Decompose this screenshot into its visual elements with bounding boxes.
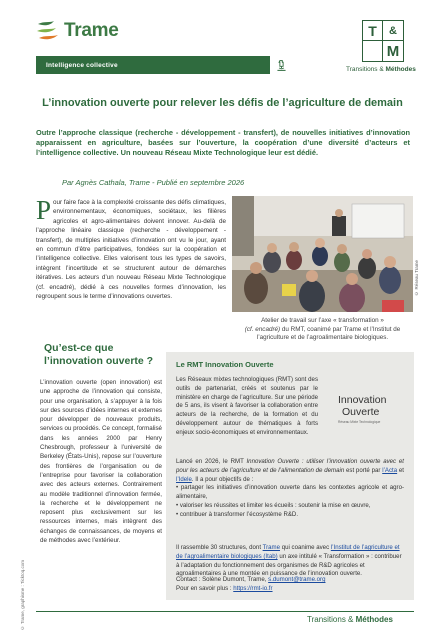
trame-link[interactable]: Trame — [262, 544, 280, 551]
trame-logo — [36, 20, 118, 42]
intro-paragraph: Pour faire face à la complexité croissante des défis climatiques, environnementaux, économiques, sociétaux, les filières agricoles et agro-alimentaires doivent innover. Au-delà de l’approche linéaire classique (recherche - développement - transfert), de multiples initiatives d’innovation ont vu le jour, ayant en commun d’être participatives, fondées sur la coopération et l’intelligence collective. Elles valorisent tous les types de savoirs, intègrent l’incertitude et se structurent autour de démarches itératives. Les acteurs d’un nouveau Réseau Mixte Technologique (cf. encadré), dédié à ces nouvelles formes d’innovation, les regroupent sous le terme d’innovations ouvertes. — [36, 195, 226, 301]
footer-divider — [36, 611, 414, 612]
side-credit: © Trame, graphisme : Ticktoq.com — [20, 560, 25, 631]
section-label: Intelligence collective — [46, 61, 118, 69]
tm-caption: Transitions & Méthodes — [346, 66, 416, 73]
idele-link[interactable]: l’Idele — [176, 475, 192, 483]
footer-brand: Transitions & Méthodes — [307, 615, 393, 624]
list-item: • valoriser les réussites et limiter les écueils : soutenir la mise en œuvre, — [176, 502, 404, 511]
trame-leaf-icon — [36, 20, 60, 42]
box-paragraph-1: Les Réseaux mixtes technologiques (RMT) sont des outils de partenariat, créés et soutenus par le ministère en charge de l’agriculture. Sur une période de 5 ans, ils visent à favoriser la collaboration entre acteurs de la recherche, de la formation et du développement autour de thématiques à forts enjeux socio-économiques et environnementaux. — [176, 376, 318, 436]
box-title: Le RMT Innovation Ouverte — [176, 360, 274, 369]
rmt-info-box — [166, 352, 414, 600]
article-byline: Par Agnès Cathala, Trame - Publié en septembre 2026 — [62, 178, 245, 187]
section-banner — [36, 56, 270, 74]
tm-logo-m: M — [386, 42, 400, 60]
box-paragraph-3: Il rassemble 30 structures, dont Trame qui coanime avec l’Institut de l’agriculture et de l’agroalimentaire biologiques (Itab) un axe intitulé « Transformation » : contribuer à l’adaptation du fonctionnement des organismes de R&D agricoles et agroalimentaires à une montée en puissance de l’innovation ouverte. — [176, 544, 402, 578]
contact-email-link[interactable]: s.dumont@trame.org — [268, 576, 326, 583]
rmt-website-link[interactable]: https://rmt-io.fr — [233, 585, 273, 592]
microscope-icon — [270, 56, 292, 74]
trame-wordmark: Trame — [64, 20, 119, 41]
list-item: • partager les initiatives d’innovation ouverte dans les contextes agricole et agro-alimentaire, — [176, 484, 404, 502]
workshop-photo — [232, 196, 413, 312]
dropcap: P — [36, 195, 52, 225]
body-paragraph: L’innovation ouverte (open innovation) est une approche de l’innovation qui consiste, pour une organisation, à s’appuyer à la fois sur des sources d’idées internes et externes pour développer de nouveaux produits, services ou procédés. Ce concept, formalisé dans les années 2000 par Henry Chesbrough, professeur à l’université de Berkeley (États-Unis), repose sur l’ouverture des frontières de l’organisation ou de l’entreprise pour favoriser la collaboration avec des acteurs externes. Contrairement au modèle traditionnel d’innovation fermée, la recherche et le développement ne reposent plus exclusivement sur les ressources internes, mais intègrent des échanges de connaissances, de moyens et de méthodes avec l’extérieur. — [40, 379, 162, 545]
list-item: • contribuer à transformer l’écosystème R&D. — [176, 511, 404, 520]
photo-caption: Atelier de travail sur l’axe « transformation » (cf. encadré) du RMT, coanimé par Trame et l’Institut de l’agriculture et de l’agroalimentaire biologiques. — [244, 317, 401, 342]
tm-logo-amp: & — [383, 21, 403, 41]
tm-logo-t: T — [363, 21, 383, 41]
itab-link[interactable]: l’Institut de l’agriculture et de l’agroalimentaire biologiques (Itab) — [176, 544, 400, 560]
innovation-ouverte-logo: Innovation Ouverte Réseau Mixte Technologique — [338, 394, 387, 424]
transitions-methodes-logo — [362, 20, 404, 62]
workshop-illustration — [232, 196, 413, 312]
objectives-list — [176, 484, 404, 519]
article-title: L’innovation ouverte pour relever les défis de l’agriculture de demain — [42, 97, 403, 109]
acta-link[interactable]: l’Acta — [382, 466, 398, 474]
box-contact: Contact : Solène Dumont, Trame, s.dumont@trame.org Pour en savoir plus : https://rmt-io.fr — [176, 576, 326, 592]
article-lead: Outre l’approche classique (recherche - développement - transfert), de nouvelles initiatives d’innovation apparaissent en agriculture, basées sur l’ouverture, la coopération d’une diversité d’acteurs et l’intelligence collective. Un nouveau Réseau Mixte Technologique leur est dédié. — [36, 128, 410, 158]
box-paragraph-2: Lancé en 2026, le RMT Innovation Ouverte : utiliser l’innovation ouverte avec et pour les acteurs de l’agriculture et de l’alimentation de demain est porté par l’Acta et l’Idele. Il a pour objectifs de : • partager les initiatives d’innovation ouverte dans les contextes agricole et agro-alimentaire, • valoriser les réussites et limiter les écueils : soutenir la mise en œuvre, • contribuer à transformer l’écosystème R&D. — [176, 458, 404, 520]
section-heading: Qu’est-ce que l’innovation ouverte ? — [44, 342, 154, 367]
photo-credit: © Réseau Trame — [414, 260, 419, 296]
